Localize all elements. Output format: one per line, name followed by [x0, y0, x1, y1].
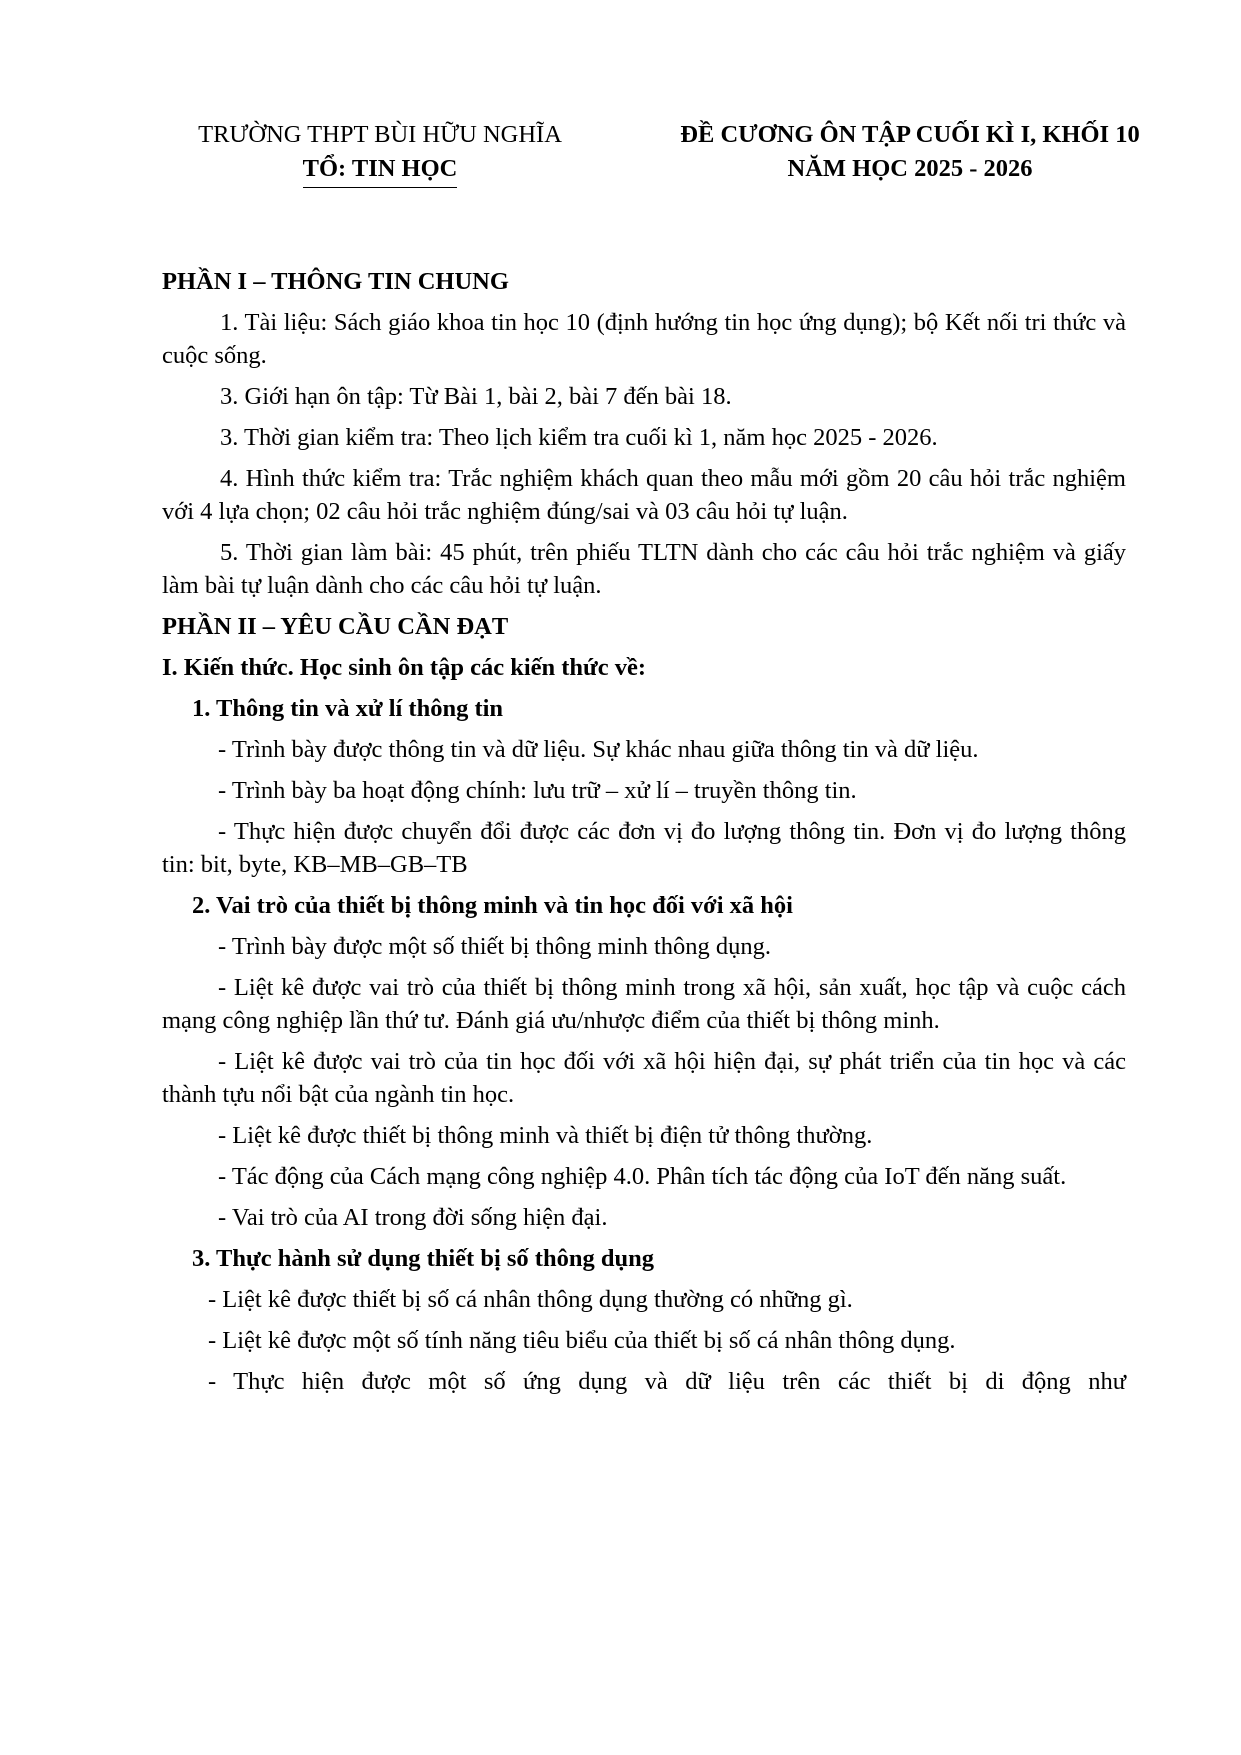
- part1-title: PHẦN I – THÔNG TIN CHUNG: [162, 268, 509, 295]
- topic1-title: 1. Thông tin và xử lí thông tin: [192, 695, 504, 722]
- document-body: [162, 265, 1126, 1406]
- department-name: TỔ: TIN HỌC: [303, 152, 458, 188]
- topic2-item-1: - Trình bày được một số thiết bị thông minh thông dụng.: [218, 933, 771, 960]
- topic1-item-2: - Trình bày ba hoạt động chính: lưu trữ – xử lí – truyền thông tin.: [218, 777, 857, 804]
- header-left: [170, 118, 590, 188]
- part1-item-1: 1. Tài liệu: Sách giáo khoa tin học 10 (định hướng tin học ứng dụng); bộ Kết nối tri thức và cuộc sống.: [162, 309, 1126, 369]
- topic2-item-4: - Liệt kê được thiết bị thông minh và thiết bị điện tử thông thường.: [218, 1122, 873, 1149]
- header-right: [640, 118, 1180, 186]
- part1-item-3: 3. Thời gian kiểm tra: Theo lịch kiểm tra cuối kì 1, năm học 2025 - 2026.: [220, 424, 938, 451]
- knowledge-title: I. Kiến thức. Học sinh ôn tập các kiến thức về:: [162, 654, 647, 681]
- topic2-item-2: - Liệt kê được vai trò của thiết bị thông minh trong xã hội, sản xuất, học tập và cuộc cách mạng công nghiệp lần thứ tư. Đánh giá ưu/nhược điểm của thiết bị thông minh.: [162, 974, 1126, 1034]
- topic2-item-6: - Vai trò của AI trong đời sống hiện đại.: [218, 1204, 608, 1231]
- topic1-item-1: - Trình bày được thông tin và dữ liệu. Sự khác nhau giữa thông tin và dữ liệu.: [218, 736, 979, 763]
- part1-item-4: 4. Hình thức kiểm tra: Trắc nghiệm khách quan theo mẫu mới gồm 20 câu hỏi trắc nghiệm với 4 lựa chọn; 02 câu hỏi trắc nghiệm đúng/sai và 03 câu hỏi tự luận.: [162, 465, 1126, 525]
- topic2-title: 2. Vai trò của thiết bị thông minh và tin học đối với xã hội: [192, 892, 793, 919]
- part1-item-5: 5. Thời gian làm bài: 45 phút, trên phiếu TLTN dành cho các câu hỏi trắc nghiệm và giấy làm bài tự luận dành cho các câu hỏi tự luận.: [162, 539, 1126, 599]
- school-year: NĂM HỌC 2025 - 2026: [787, 155, 1033, 182]
- part2-title: PHẦN II – YÊU CẦU CẦN ĐẠT: [162, 613, 509, 640]
- school-name: TRƯỜNG THPT BÙI HỮU NGHĨA: [198, 121, 562, 148]
- topic3-item-3: - Thực hiện được một số ứng dụng và dữ liệu trên các thiết bị di động như: [208, 1368, 1126, 1395]
- topic2-item-5: - Tác động của Cách mạng công nghiệp 4.0. Phân tích tác động của IoT đến năng suất.: [218, 1163, 1067, 1190]
- topic3-title: 3. Thực hành sử dụng thiết bị số thông dụng: [192, 1245, 654, 1272]
- topic1-item-3: - Thực hiện được chuyển đổi được các đơn vị đo lượng thông tin. Đơn vị đo lượng thông tin: bit, byte, KB–MB–GB–TB: [162, 818, 1126, 878]
- part1-item-2: 3. Giới hạn ôn tập: Từ Bài 1, bài 2, bài 7 đến bài 18.: [220, 383, 732, 410]
- topic2-item-3: - Liệt kê được vai trò của tin học đối với xã hội hiện đại, sự phát triển của tin học và các thành tựu nổi bật của ngành tin học.: [162, 1048, 1126, 1108]
- topic3-item-1: - Liệt kê được thiết bị số cá nhân thông dụng thường có những gì.: [208, 1286, 853, 1313]
- document-title: ĐỀ CƯƠNG ÔN TẬP CUỐI KÌ I, KHỐI 10: [680, 121, 1140, 148]
- topic3-item-2: - Liệt kê được một số tính năng tiêu biểu của thiết bị số cá nhân thông dụng.: [208, 1327, 956, 1354]
